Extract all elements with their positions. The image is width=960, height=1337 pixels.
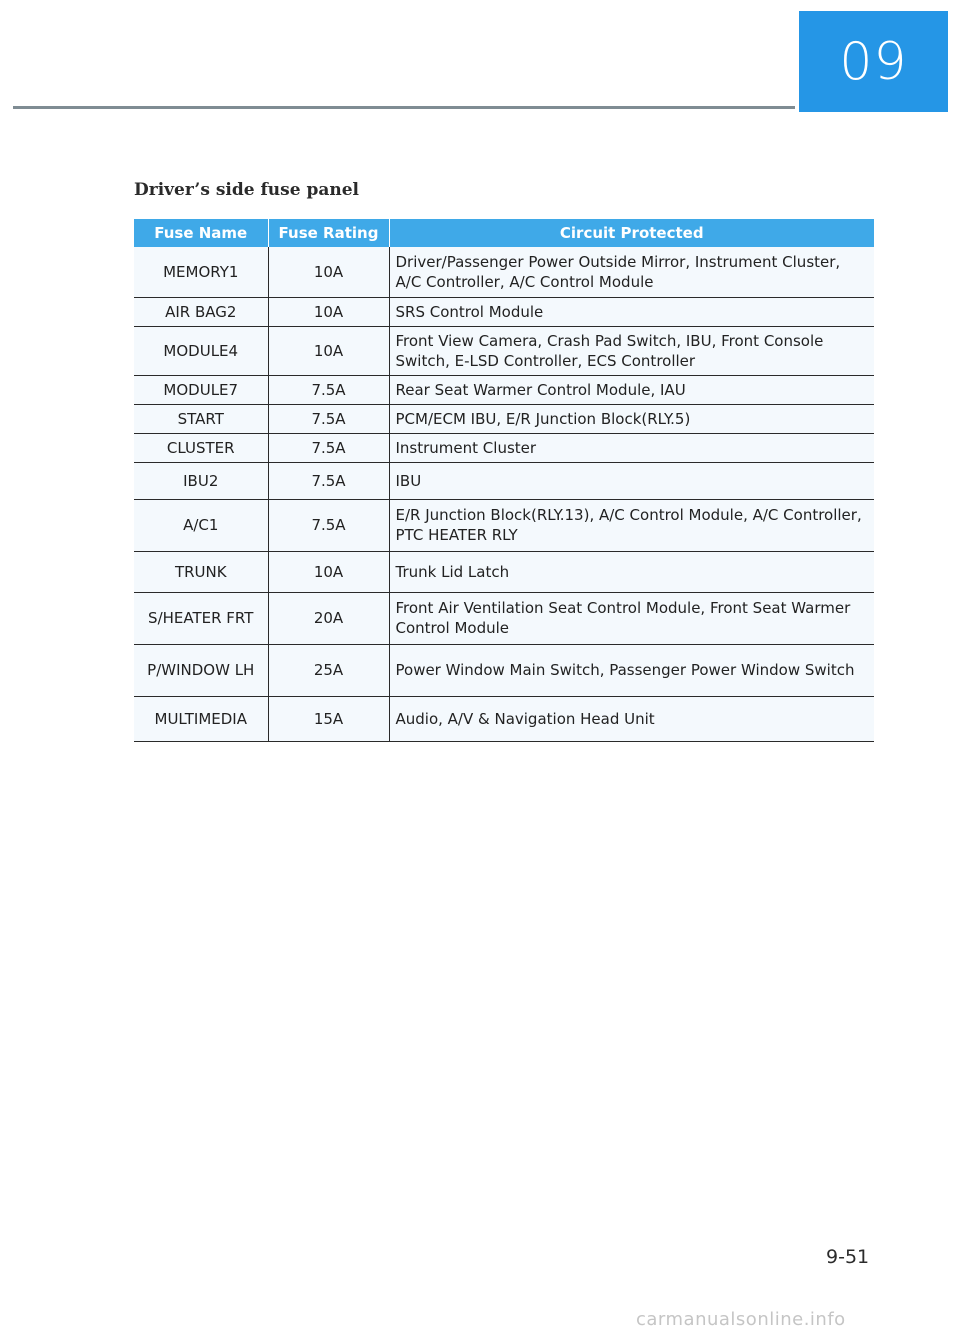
header-circuit-protected: Circuit Protected — [389, 219, 874, 247]
circuit-cell: Front Air Ventilation Seat Control Module, Front Seat Warmer Control Module — [389, 592, 874, 644]
fuse-name-cell: START — [134, 404, 268, 433]
circuit-cell: Audio, A/V & Navigation Head Unit — [389, 696, 874, 741]
fuse-rating-cell: 20A — [268, 592, 389, 644]
fuse-rating-cell: 7.5A — [268, 404, 389, 433]
circuit-cell: IBU — [389, 462, 874, 499]
header-fuse-name: Fuse Name — [134, 219, 268, 247]
fuse-name-cell: TRUNK — [134, 551, 268, 592]
fuse-rating-cell: 10A — [268, 326, 389, 375]
fuse-rating-cell: 10A — [268, 297, 389, 326]
table-row — [134, 592, 874, 644]
fuse-name-cell: CLUSTER — [134, 433, 268, 462]
table-row — [134, 644, 874, 696]
page-number: 9-51 — [826, 1246, 870, 1268]
table-header-row — [134, 219, 874, 247]
fuse-name-cell: MULTIMEDIA — [134, 696, 268, 741]
header-fuse-rating: Fuse Rating — [268, 219, 389, 247]
fuse-rating-cell: 10A — [268, 247, 389, 297]
fuse-rating-cell: 15A — [268, 696, 389, 741]
header-rule — [13, 106, 795, 109]
table-row — [134, 462, 874, 499]
fuse-rating-cell: 7.5A — [268, 375, 389, 404]
table-row — [134, 499, 874, 551]
circuit-cell: E/R Junction Block(RLY.13), A/C Control Module, A/C Controller, PTC HEATER RLY — [389, 499, 874, 551]
fuse-name-cell: MODULE4 — [134, 326, 268, 375]
table-row — [134, 433, 874, 462]
fuse-name-cell: MODULE7 — [134, 375, 268, 404]
watermark: carmanualsonline.info — [636, 1309, 846, 1330]
table-row — [134, 696, 874, 741]
table-row — [134, 247, 874, 297]
table-row — [134, 551, 874, 592]
table-row — [134, 375, 874, 404]
circuit-cell: Instrument Cluster — [389, 433, 874, 462]
fuse-rating-cell: 7.5A — [268, 433, 389, 462]
circuit-cell: SRS Control Module — [389, 297, 874, 326]
circuit-cell: Driver/Passenger Power Outside Mirror, Instrument Cluster, A/C Controller, A/C Control Module — [389, 247, 874, 297]
fuse-name-cell: P/WINDOW LH — [134, 644, 268, 696]
fuse-rating-cell: 25A — [268, 644, 389, 696]
circuit-cell: Trunk Lid Latch — [389, 551, 874, 592]
circuit-cell: Power Window Main Switch, Passenger Power Window Switch — [389, 644, 874, 696]
fuse-name-cell: AIR BAG2 — [134, 297, 268, 326]
fuse-name-cell: IBU2 — [134, 462, 268, 499]
circuit-cell: Front View Camera, Crash Pad Switch, IBU, Front Console Switch, E-LSD Controller, ECS Controller — [389, 326, 874, 375]
fuse-rating-cell: 10A — [268, 551, 389, 592]
fuse-rating-cell: 7.5A — [268, 499, 389, 551]
chapter-tab — [799, 11, 948, 112]
fuse-rating-cell: 7.5A — [268, 462, 389, 499]
circuit-cell: PCM/ECM IBU, E/R Junction Block(RLY.5) — [389, 404, 874, 433]
section-title: Driver’s side fuse panel — [134, 180, 360, 200]
fuse-name-cell: S/HEATER FRT — [134, 592, 268, 644]
fuse-table — [134, 219, 874, 742]
fuse-name-cell: MEMORY1 — [134, 247, 268, 297]
table-row — [134, 404, 874, 433]
chapter-number: 09 — [839, 31, 908, 92]
table-row — [134, 326, 874, 375]
fuse-name-cell: A/C1 — [134, 499, 268, 551]
circuit-cell: Rear Seat Warmer Control Module, IAU — [389, 375, 874, 404]
table-row — [134, 297, 874, 326]
